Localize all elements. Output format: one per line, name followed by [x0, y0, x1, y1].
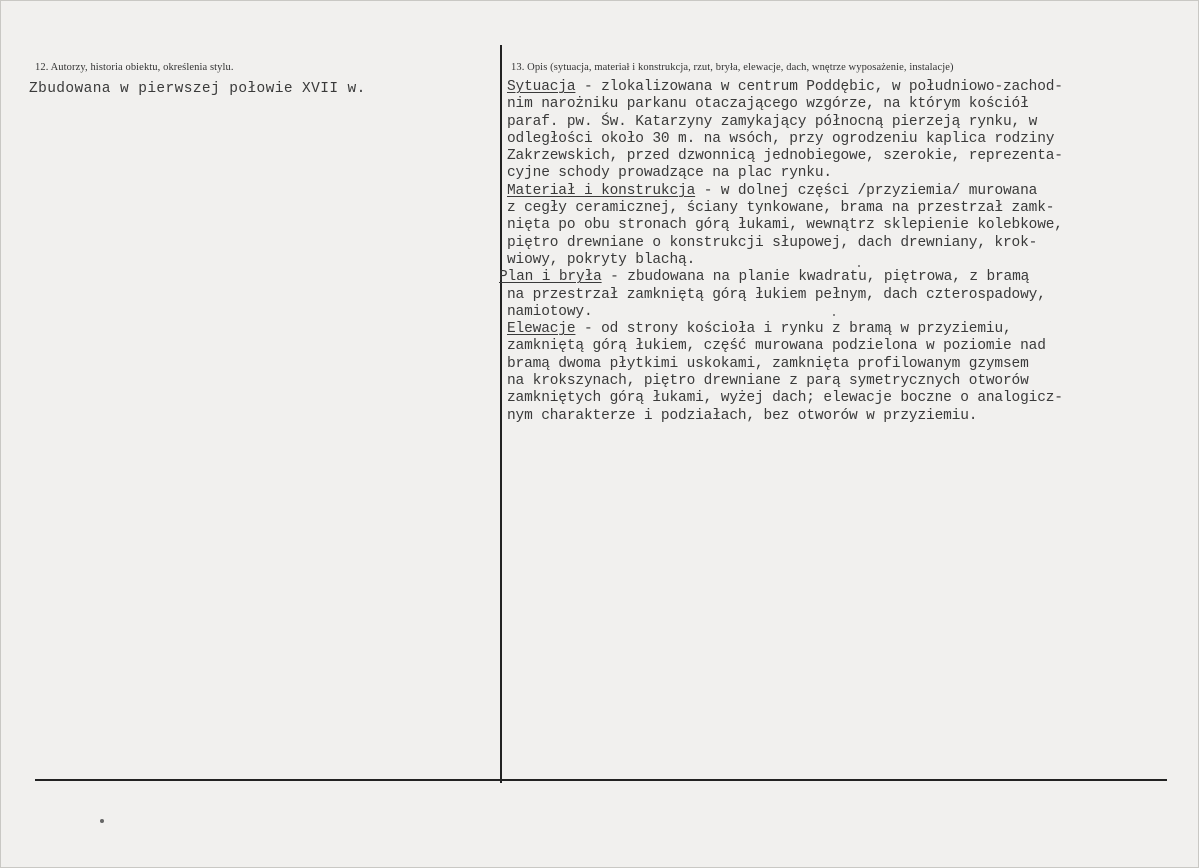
text-line: piętro drewniane o konstrukcji słupowej, dach drewniany, krok- — [507, 234, 1038, 251]
heading-elewacje: Elewacje — [507, 321, 576, 338]
column-divider — [500, 45, 502, 783]
paragraph-sytuacja — [507, 79, 1197, 183]
text-line: zamkniętą górą łukiem, część murowana podzielona w poziomie nad — [507, 338, 1046, 355]
text-line: - zlokalizowana w centrum Poddębic, w południowo-zachod- — [575, 79, 1063, 95]
text-line: na krokszynach, piętro drewniane z parą symetrycznych otworów — [507, 373, 1029, 390]
text-line: na przestrzał zamkniętą górą łukiem pełnym, dach czterospadowy, — [507, 286, 1046, 303]
paper-speck — [833, 314, 835, 316]
paragraph-elewacje — [507, 321, 1197, 425]
text-line: - w dolnej części /przyziemia/ murowana — [695, 182, 1038, 199]
section-12-label: 12. Autorzy, historia obiektu, określenia stylu. — [35, 62, 234, 73]
paragraph-material — [507, 183, 1197, 269]
text-line: bramą dwoma płytkimi uskokami, zamknięta profilowanym gzymsem — [507, 355, 1029, 372]
bottom-rule — [35, 779, 1167, 781]
text-line: - od strony kościoła i rynku z bramą w przyziemiu, — [575, 321, 1012, 338]
section-13-label: 13. Opis (sytuacja, materiał i konstrukcja, rzut, bryła, elewacje, dach, wnętrze wyposażenie, instalacje) — [511, 62, 954, 73]
text-line: z cegły ceramicznej, ściany tynkowane, brama na przestrzał zamk- — [507, 200, 1055, 217]
text-line: - zbudowana na planie kwadratu, piętrowa, z bramą — [601, 269, 1030, 286]
section-13-description — [499, 79, 1197, 425]
text-line: Zakrzewskich, przed dzwonnicą jednobiegowe, szerokie, reprezenta- — [507, 148, 1063, 165]
text-line: zamkniętych górą łukami, wyżej dach; elewacje boczne o analogicz- — [507, 390, 1063, 407]
text-line: wiowy, pokryty blachą. — [507, 251, 696, 268]
text-line: paraf. pw. Św. Katarzyny zamykający północną pierzeją rynku, w — [507, 113, 1038, 130]
text-line: namiotowy. — [507, 303, 593, 320]
paper-speck — [858, 265, 860, 267]
text-line: nięta po obu stronach górą łukami, wewnątrz sklepienie kolebkowe, — [507, 217, 1063, 234]
text-line: nim narożniku parkanu otaczającego wzgórze, na którym kościół — [507, 96, 1029, 113]
text-line: cyjne schody prowadzące na plac rynku. — [507, 165, 832, 182]
heading-material: Materiał i konstrukcja — [507, 182, 696, 199]
heading-sytuacja: Sytuacja — [507, 79, 576, 95]
paragraph-plan — [499, 269, 1197, 321]
paper-speck — [100, 819, 104, 823]
text-line: odległości około 30 m. na wsóch, przy ogrodzeniu kaplica rodziny — [507, 130, 1055, 147]
text-line: nym charakterze i podziałach, bez otworów w przyziemiu. — [507, 407, 978, 424]
heading-plan: Plan i bryła — [499, 269, 602, 286]
section-12-text: Zbudowana w pierwszej połowie XVII w. — [29, 81, 366, 97]
